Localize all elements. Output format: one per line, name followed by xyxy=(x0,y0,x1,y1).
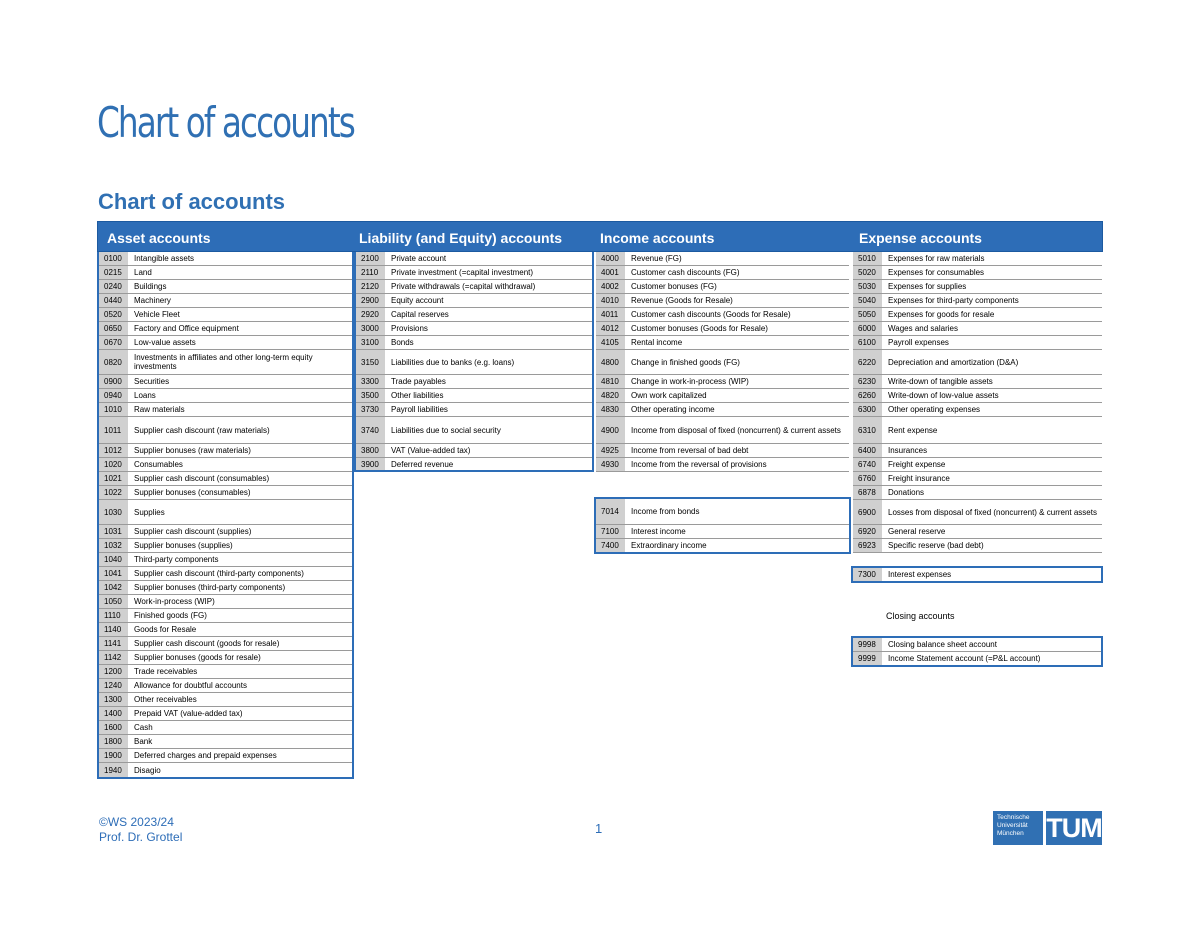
account-number: 3500 xyxy=(356,389,385,402)
account-name: Depreciation and amortization (D&A) xyxy=(888,357,1019,367)
account-number: 0100 xyxy=(99,252,128,265)
account-number: 6923 xyxy=(853,539,882,552)
account-row xyxy=(99,679,352,693)
account-number: 6900 xyxy=(853,500,882,524)
account-number: 3150 xyxy=(356,350,385,374)
account-number: 2920 xyxy=(356,308,385,321)
expense-column-header: Expense accounts xyxy=(859,230,982,246)
account-number: 1600 xyxy=(99,721,128,734)
account-name: Low-value assets xyxy=(134,338,196,347)
account-row xyxy=(596,539,849,553)
account-number: 6878 xyxy=(853,486,882,499)
account-name: Change in work-in-process (WIP) xyxy=(631,377,749,386)
account-row xyxy=(356,294,592,308)
account-name: Customer cash discounts (FG) xyxy=(631,268,740,277)
account-name: Other receivables xyxy=(134,695,197,704)
account-name: Allowance for doubtful accounts xyxy=(134,681,247,690)
account-number: 4012 xyxy=(596,322,625,335)
account-row xyxy=(99,266,352,280)
account-number: 1140 xyxy=(99,623,128,636)
account-name: Income from bonds xyxy=(631,507,700,516)
account-row xyxy=(99,294,352,308)
account-row xyxy=(356,350,592,375)
account-row xyxy=(99,707,352,721)
account-number: 1022 xyxy=(99,486,128,499)
account-name: Finished goods (FG) xyxy=(134,611,207,620)
account-name: Buildings xyxy=(134,282,167,291)
account-name: Deferred revenue xyxy=(391,460,454,469)
account-name: Income Statement account (=P&L account) xyxy=(888,654,1041,663)
account-name: Change in finished goods (FG) xyxy=(631,357,740,367)
account-number: 0215 xyxy=(99,266,128,279)
account-row xyxy=(99,350,352,375)
account-name: Supplier bonuses (goods for resale) xyxy=(134,653,261,662)
account-name: Income from the reversal of provisions xyxy=(631,460,767,469)
account-row xyxy=(596,350,849,375)
account-number: 5010 xyxy=(853,252,882,265)
account-number: 5040 xyxy=(853,294,882,307)
account-row xyxy=(596,336,849,350)
account-row xyxy=(99,417,352,444)
account-number: 2120 xyxy=(356,280,385,293)
account-number: 0240 xyxy=(99,280,128,293)
footer-semester: ©WS 2023/24 xyxy=(99,815,174,829)
income-accounts-list-2 xyxy=(596,499,849,553)
account-number: 7300 xyxy=(853,568,882,581)
account-name: Loans xyxy=(134,391,156,400)
account-number: 0670 xyxy=(99,336,128,349)
account-name: Third-party components xyxy=(134,555,219,564)
account-name: Revenue (FG) xyxy=(631,254,682,263)
logo-mark: TUM xyxy=(1046,813,1102,843)
account-row xyxy=(356,389,592,403)
account-row xyxy=(596,403,849,417)
account-number: 3100 xyxy=(356,336,385,349)
account-row xyxy=(99,609,352,623)
account-number: 4001 xyxy=(596,266,625,279)
account-name: Expenses for third-party components xyxy=(888,296,1019,305)
account-number: 7100 xyxy=(596,525,625,538)
account-row xyxy=(853,403,1102,417)
account-name: Supplier cash discount (third-party components) xyxy=(134,569,304,578)
account-name: Rental income xyxy=(631,338,683,347)
account-row xyxy=(356,444,592,458)
account-name: Bank xyxy=(134,737,153,746)
account-name: Specific reserve (bad debt) xyxy=(888,541,984,550)
account-row xyxy=(853,652,1101,666)
account-name: Private investment (=capital investment) xyxy=(391,268,534,277)
account-name: Bonds xyxy=(391,338,414,347)
footer-info xyxy=(99,815,182,845)
liability-column-header: Liability (and Equity) accounts xyxy=(359,230,563,246)
asset-accounts-list xyxy=(99,252,352,779)
account-number: 4925 xyxy=(596,444,625,457)
account-row xyxy=(99,375,352,389)
account-row xyxy=(99,389,352,403)
account-row xyxy=(356,458,592,472)
account-row xyxy=(356,252,592,266)
account-row xyxy=(356,308,592,322)
account-row xyxy=(853,486,1102,500)
account-row xyxy=(853,444,1102,458)
account-name: Supplier bonuses (third-party components) xyxy=(134,583,286,592)
account-name: Goods for Resale xyxy=(134,625,197,634)
income-column-header: Income accounts xyxy=(600,230,715,246)
account-number: 1030 xyxy=(99,500,128,524)
account-name: Investments in affiliates and other long-term equity investments xyxy=(134,353,313,371)
account-name: Income from reversal of bad debt xyxy=(631,446,749,455)
account-name: Trade payables xyxy=(391,377,446,386)
account-row xyxy=(99,567,352,581)
account-name: Cash xyxy=(134,723,153,732)
account-name: Machinery xyxy=(134,296,171,305)
account-row xyxy=(99,665,352,679)
account-name: Deferred charges and prepaid expenses xyxy=(134,751,277,760)
account-number: 1800 xyxy=(99,735,128,748)
account-number: 1032 xyxy=(99,539,128,552)
account-row xyxy=(99,525,352,539)
account-name: Liabilities due to social security xyxy=(391,425,501,435)
account-row xyxy=(99,637,352,651)
account-number: 4930 xyxy=(596,458,625,471)
account-row xyxy=(99,322,352,336)
account-name: Losses from disposal of fixed (noncurrent) & current assets xyxy=(888,507,1097,517)
account-row xyxy=(99,651,352,665)
account-row xyxy=(853,638,1101,652)
account-number: 0520 xyxy=(99,308,128,321)
account-name: VAT (Value-added tax) xyxy=(391,446,471,455)
account-number: 4820 xyxy=(596,389,625,402)
account-number: 5030 xyxy=(853,280,882,293)
account-number: 1400 xyxy=(99,707,128,720)
account-number: 2100 xyxy=(356,252,385,265)
page-number: 1 xyxy=(595,821,603,836)
account-number: 1142 xyxy=(99,651,128,664)
account-number: 1021 xyxy=(99,472,128,485)
account-row xyxy=(356,403,592,417)
account-name: Supplier bonuses (supplies) xyxy=(134,541,233,550)
account-number: 3900 xyxy=(356,458,385,471)
account-name: Supplier cash discount (goods for resale) xyxy=(134,639,280,648)
account-row xyxy=(99,280,352,294)
account-name: Expenses for consumables xyxy=(888,268,985,277)
account-number: 1041 xyxy=(99,567,128,580)
account-name: Customer cash discounts (Goods for Resale) xyxy=(631,310,791,319)
account-number: 1900 xyxy=(99,749,128,762)
account-row xyxy=(99,252,352,266)
account-number: 3740 xyxy=(356,417,385,443)
account-number: 4011 xyxy=(596,308,625,321)
account-number: 1042 xyxy=(99,581,128,594)
account-name: Disagio xyxy=(134,765,161,775)
account-number: 6400 xyxy=(853,444,882,457)
account-name: Factory and Office equipment xyxy=(134,324,239,333)
page-title: Chart of accounts xyxy=(97,98,354,147)
account-name: Liabilities due to banks (e.g. loans) xyxy=(391,357,515,367)
asset-column-header: Asset accounts xyxy=(107,230,211,246)
account-name: Interest income xyxy=(631,527,686,536)
account-row xyxy=(853,375,1102,389)
account-number: 3000 xyxy=(356,322,385,335)
account-row xyxy=(99,539,352,553)
account-number: 1240 xyxy=(99,679,128,692)
account-name: Payroll expenses xyxy=(888,338,949,347)
account-row xyxy=(99,595,352,609)
account-name: Supplier cash discount (consumables) xyxy=(134,474,270,483)
account-row xyxy=(99,735,352,749)
account-number: 0820 xyxy=(99,350,128,374)
account-name: Expenses for goods for resale xyxy=(888,310,995,319)
account-number: 0650 xyxy=(99,322,128,335)
account-row xyxy=(596,375,849,389)
account-row xyxy=(356,266,592,280)
liability-accounts-list xyxy=(356,252,592,472)
account-number: 4002 xyxy=(596,280,625,293)
account-row xyxy=(596,308,849,322)
account-row xyxy=(99,553,352,567)
account-row xyxy=(853,322,1102,336)
account-name: Private account xyxy=(391,254,447,263)
account-number: 1031 xyxy=(99,525,128,538)
account-row xyxy=(99,458,352,472)
account-name: Consumables xyxy=(134,460,183,469)
expense-accounts-list-2 xyxy=(853,568,1101,582)
account-name: Supplier cash discount (raw materials) xyxy=(134,425,270,435)
account-name: Prepaid VAT (value-added tax) xyxy=(134,709,243,718)
account-number: 6740 xyxy=(853,458,882,471)
account-number: 3300 xyxy=(356,375,385,388)
account-name: Closing balance sheet account xyxy=(888,640,997,649)
account-name: Equity account xyxy=(391,296,444,305)
account-name: Income from disposal of fixed (noncurrent) & current assets xyxy=(631,425,841,435)
tum-logo xyxy=(993,811,1102,845)
logo-wordmark: Technische Universität München xyxy=(993,811,1043,845)
account-number: 0900 xyxy=(99,375,128,388)
account-number: 2110 xyxy=(356,266,385,279)
account-row xyxy=(356,336,592,350)
account-number: 3800 xyxy=(356,444,385,457)
account-row xyxy=(853,500,1102,525)
account-number: 1020 xyxy=(99,458,128,471)
account-name: Customer bonuses (FG) xyxy=(631,282,717,291)
account-row xyxy=(99,721,352,735)
account-row xyxy=(99,308,352,322)
account-row xyxy=(99,444,352,458)
account-number: 6000 xyxy=(853,322,882,335)
account-number: 3730 xyxy=(356,403,385,416)
account-name: Write-down of tangible assets xyxy=(888,377,993,386)
account-name: General reserve xyxy=(888,527,946,536)
account-row xyxy=(853,472,1102,486)
account-number: 0440 xyxy=(99,294,128,307)
account-name: Wages and salaries xyxy=(888,324,958,333)
account-row xyxy=(596,280,849,294)
account-number: 4010 xyxy=(596,294,625,307)
account-number: 4830 xyxy=(596,403,625,416)
income-accounts-list xyxy=(596,252,849,472)
account-name: Interest expenses xyxy=(888,570,952,579)
closing-accounts-list xyxy=(853,638,1101,666)
account-row xyxy=(99,763,352,778)
account-row xyxy=(99,472,352,486)
account-row xyxy=(596,389,849,403)
account-row xyxy=(853,389,1102,403)
account-number: 9998 xyxy=(853,638,882,651)
account-number: 1200 xyxy=(99,665,128,678)
account-name: Donations xyxy=(888,488,925,497)
account-row xyxy=(99,500,352,525)
account-number: 6220 xyxy=(853,350,882,374)
table-header xyxy=(97,221,1103,252)
account-name: Expenses for raw materials xyxy=(888,254,985,263)
account-row xyxy=(853,458,1102,472)
account-number: 0940 xyxy=(99,389,128,402)
account-row xyxy=(853,417,1102,444)
account-name: Trade receivables xyxy=(134,667,198,676)
account-number: 4800 xyxy=(596,350,625,374)
account-name: Supplier bonuses (raw materials) xyxy=(134,446,251,455)
account-name: Supplies xyxy=(134,507,165,517)
account-row xyxy=(596,525,849,539)
account-number: 1040 xyxy=(99,553,128,566)
account-number: 1010 xyxy=(99,403,128,416)
account-number: 1300 xyxy=(99,693,128,706)
account-row xyxy=(853,539,1102,553)
account-name: Other operating income xyxy=(631,405,715,414)
account-name: Vehicle Fleet xyxy=(134,310,180,319)
account-name: Extraordinary income xyxy=(631,541,707,550)
account-name: Private withdrawals (=capital withdrawal) xyxy=(391,282,536,291)
account-number: 6310 xyxy=(853,417,882,443)
account-name: Own work capitalized xyxy=(631,391,707,400)
account-name: Freight insurance xyxy=(888,474,950,483)
account-row xyxy=(99,693,352,707)
account-number: 1012 xyxy=(99,444,128,457)
account-name: Insurances xyxy=(888,446,928,455)
account-name: Work-in-process (WIP) xyxy=(134,597,215,606)
account-row xyxy=(596,322,849,336)
account-number: 6260 xyxy=(853,389,882,402)
account-row xyxy=(596,458,849,472)
account-name: Payroll liabilities xyxy=(391,405,448,414)
account-row xyxy=(853,350,1102,375)
account-row xyxy=(596,499,849,525)
account-row xyxy=(99,336,352,350)
account-row xyxy=(596,444,849,458)
account-number: 6760 xyxy=(853,472,882,485)
account-name: Capital reserves xyxy=(391,310,449,319)
account-name: Expenses for supplies xyxy=(888,282,967,291)
account-number: 1141 xyxy=(99,637,128,650)
account-number: 1050 xyxy=(99,595,128,608)
account-name: Supplier cash discount (supplies) xyxy=(134,527,252,536)
account-name: Land xyxy=(134,268,152,277)
account-number: 4105 xyxy=(596,336,625,349)
account-name: Freight expense xyxy=(888,460,946,469)
account-number: 7014 xyxy=(596,499,625,524)
account-number: 1940 xyxy=(99,763,128,777)
account-name: Supplier bonuses (consumables) xyxy=(134,488,251,497)
account-name: Intangible assets xyxy=(134,254,195,263)
account-number: 5020 xyxy=(853,266,882,279)
account-row xyxy=(356,375,592,389)
account-row xyxy=(356,322,592,336)
account-row xyxy=(853,525,1102,539)
account-number: 1110 xyxy=(99,609,128,622)
closing-accounts-label: Closing accounts xyxy=(886,611,955,621)
account-number: 7400 xyxy=(596,539,625,552)
account-name: Securities xyxy=(134,377,170,386)
account-number: 1011 xyxy=(99,417,128,443)
account-row xyxy=(99,403,352,417)
account-row xyxy=(596,252,849,266)
account-name: Other liabilities xyxy=(391,391,444,400)
footer-author: Prof. Dr. Grottel xyxy=(99,830,183,844)
account-row xyxy=(99,486,352,500)
account-name: Raw materials xyxy=(134,405,185,414)
account-number: 9999 xyxy=(853,652,882,665)
account-name: Provisions xyxy=(391,324,428,333)
account-row xyxy=(596,266,849,280)
account-row xyxy=(853,266,1102,280)
account-number: 2900 xyxy=(356,294,385,307)
expense-accounts-list xyxy=(853,252,1102,553)
account-number: 4000 xyxy=(596,252,625,265)
account-name: Other operating expenses xyxy=(888,405,981,414)
account-row xyxy=(853,294,1102,308)
account-row xyxy=(853,568,1101,582)
account-name: Write-down of low-value assets xyxy=(888,391,999,400)
account-name: Customer bonuses (Goods for Resale) xyxy=(631,324,768,333)
account-row xyxy=(853,336,1102,350)
account-row xyxy=(99,623,352,637)
account-row xyxy=(99,581,352,595)
account-name: Revenue (Goods for Resale) xyxy=(631,296,733,305)
account-row xyxy=(853,280,1102,294)
account-row xyxy=(853,308,1102,322)
account-number: 4810 xyxy=(596,375,625,388)
account-row xyxy=(356,280,592,294)
account-number: 6230 xyxy=(853,375,882,388)
account-number: 6300 xyxy=(853,403,882,416)
account-number: 5050 xyxy=(853,308,882,321)
account-row xyxy=(596,294,849,308)
account-name: Rent expense xyxy=(888,425,938,435)
account-row xyxy=(596,417,849,444)
account-number: 6920 xyxy=(853,525,882,538)
account-row xyxy=(853,252,1102,266)
account-row xyxy=(356,417,592,444)
account-number: 4900 xyxy=(596,417,625,443)
section-title: Chart of accounts xyxy=(98,189,286,214)
account-number: 6100 xyxy=(853,336,882,349)
account-row xyxy=(99,749,352,763)
